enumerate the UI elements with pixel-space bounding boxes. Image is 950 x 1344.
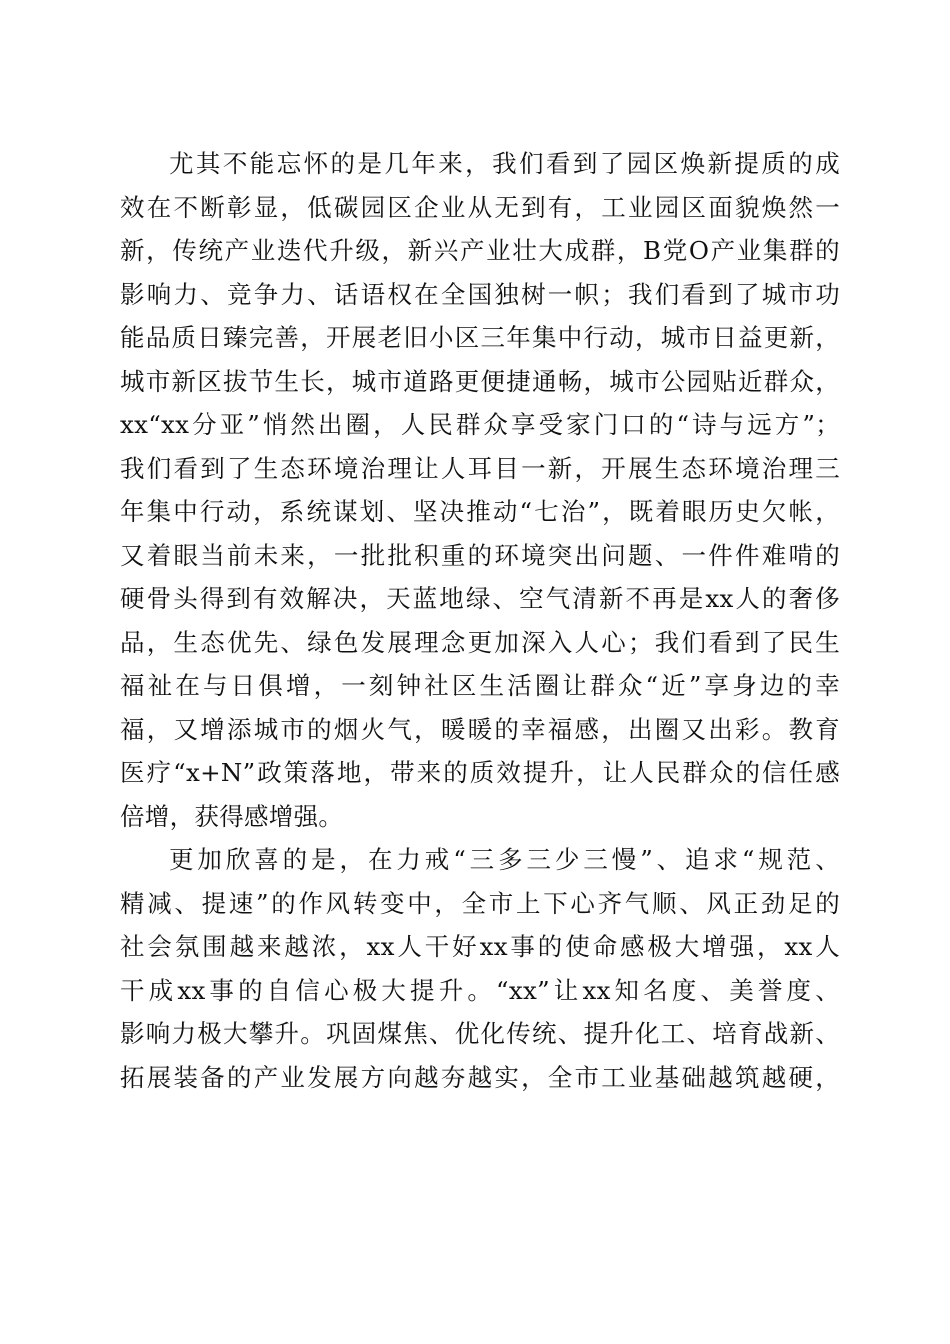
text-line: 影响力、竞争力、话语权在全国独树一帜；我们看到了城市功 [120,279,840,309]
text-line: xx“xx分亚”悄然出圈，人民群众享受家门口的“诗与远方”； [120,410,840,439]
text-line: 医疗“x+N”政策落地，带来的质效提升，让人民群众的信任感 [120,758,840,787]
text-line: 新，传统产业迭代升级，新兴产业壮大成群，B党O产业集群的 [120,236,840,265]
text-line: 拓展装备的产业发展方向越夯越实，全市工业基础越筑越硬， [120,1062,840,1092]
text-line: 福祉在与日俱增，一刻钟社区生活圈让群众“近”享身边的幸 [120,671,840,700]
text-line: 能品质日臻完善，开展老旧小区三年集中行动，城市日益更新， [120,323,840,352]
text-line: 影响力极大攀升。巩固煤焦、优化传统、提升化工、培育战新、 [120,1019,840,1048]
text-line: 福，又增添城市的烟火气，暖暖的幸福感，出圈又出彩。教育 [120,714,840,744]
text-line: 城市新区拔节生长，城市道路更便捷通畅，城市公园贴近群众， [120,366,840,396]
text-line: 年集中行动，系统谋划、坚决推动“七治”，既着眼历史欠帐， [120,497,840,526]
text-line: 尤其不能忘怀的是几年来，我们看到了园区焕新提质的成 [169,149,840,178]
document-body [120,142,840,1099]
text-line: 又着眼当前未来，一批批积重的环境突出问题、一件件难啃的 [120,540,840,570]
paragraph-1 [120,142,840,838]
text-line: 硬骨头得到有效解决，天蓝地绿、空气清新不再是xx人的奢侈 [120,584,840,613]
text-line: 精减、提速”的作风转变中，全市上下心齐气顺、风正劲足的 [120,888,840,918]
text-line: 社会氛围越来越浓，xx人干好xx事的使命感极大增强，xx人 [120,932,840,961]
text-line: 品，生态优先、绿色发展理念更加深入人心；我们看到了民生 [120,627,840,657]
text-line: 我们看到了生态环境治理让人耳目一新，开展生态环境治理三 [120,453,840,483]
paragraph-2 [120,838,840,1099]
text-line: 干成xx事的自信心极大提升。“xx”让xx知名度、美誉度、 [120,975,840,1005]
text-line: 更加欣喜的是，在力戒“三多三少三慢”、追求“规范、 [169,845,840,874]
text-line: 倍增，获得感增强。 [120,801,344,831]
text-line: 效在不断彰显，低碳园区企业从无到有，工业园区面貌焕然一 [120,192,840,222]
